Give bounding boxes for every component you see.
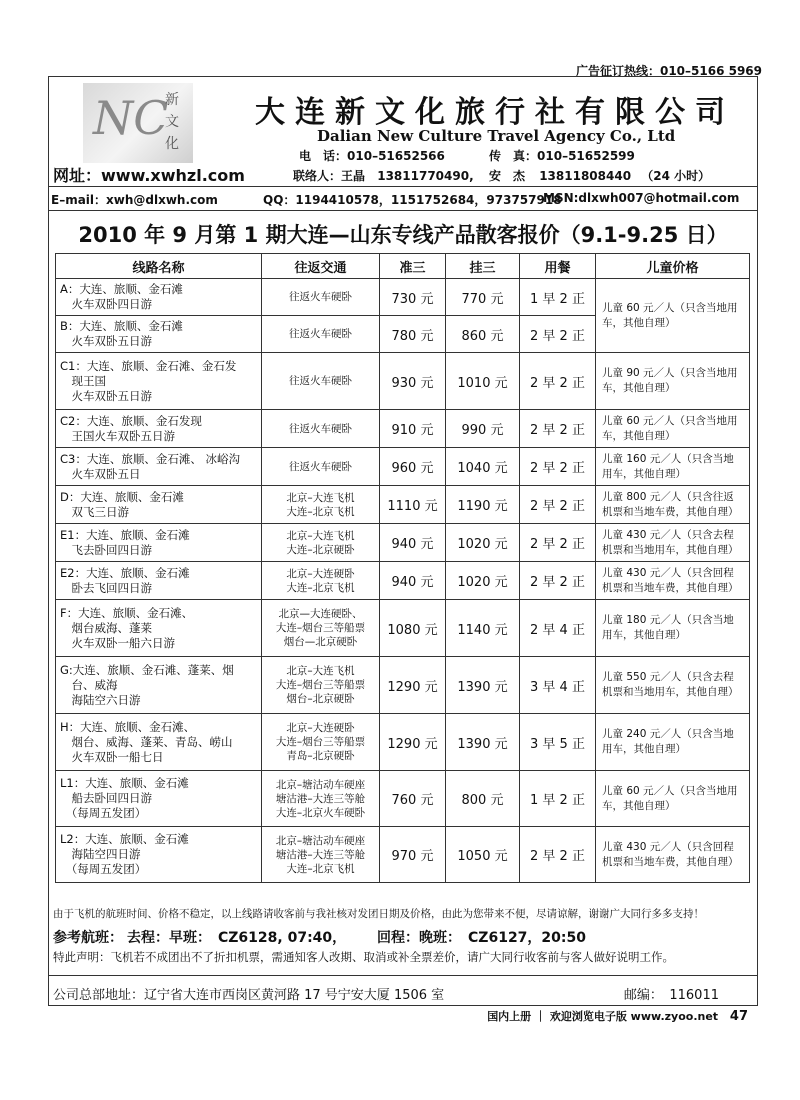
meals: 3 早 4 正 <box>520 657 596 714</box>
price-rated-3star: 1050 元 <box>446 827 520 883</box>
route-name: A：大连、旅顺、金石滩 火车双卧四日游 <box>56 279 262 316</box>
child-price: 儿童 180 元／人（只含当地用车，其他自理） <box>596 600 750 657</box>
table-row <box>56 524 750 562</box>
child-price: 儿童 60 元／人（只含当地用车，其他自理） <box>596 279 750 353</box>
qq-numbers: QQ：1194410578，1151752684，973757918 <box>263 193 562 207</box>
table-row <box>56 410 750 448</box>
transport: 北京–大连飞机 大连–北京飞机 <box>262 486 380 524</box>
transport: 往返火车硬卧 <box>262 410 380 448</box>
table-row <box>56 279 750 316</box>
price-3star: 1290 元 <box>380 657 446 714</box>
child-price: 儿童 430 元／人（只含回程机票和当地车费，其他自理） <box>596 827 750 883</box>
transport: 往返火车硬卧 <box>262 448 380 486</box>
price-3star: 730 元 <box>380 279 446 316</box>
company-logo <box>83 83 193 163</box>
route-name: L1：大连、旅顺、金石滩 船去卧回四日游 （每周五发团） <box>56 771 262 827</box>
price-3star: 1110 元 <box>380 486 446 524</box>
divider <box>49 186 757 187</box>
table-row <box>56 714 750 771</box>
meals: 2 早 2 正 <box>520 410 596 448</box>
table-row <box>56 562 750 600</box>
meals: 2 早 4 正 <box>520 600 596 657</box>
ad-hotline: 广告征订热线：010–5166 5969 <box>575 64 762 78</box>
divider <box>49 210 757 211</box>
transport: 北京–大连硬卧 大连–北京飞机 <box>262 562 380 600</box>
child-price: 儿童 160 元／人（只含当地用车，其他自理） <box>596 448 750 486</box>
transport: 北京–塘沽动车硬座 塘沽港–大连三等舱 大连–北京飞机 <box>262 827 380 883</box>
meals: 2 早 2 正 <box>520 448 596 486</box>
price-rated-3star: 1190 元 <box>446 486 520 524</box>
route-name: C2：大连、旅顺、金石发现 王国火车双卧五日游 <box>56 410 262 448</box>
table-header-row <box>56 254 750 279</box>
price-rated-3star: 1390 元 <box>446 657 520 714</box>
child-price: 儿童 430 元／人（只含回程机票和当地车费，其他自理） <box>596 562 750 600</box>
transport: 往返火车硬卧 <box>262 316 380 353</box>
footer-text: 国内上册 ｜ 欢迎浏览电子版 www.zyoo.net <box>487 1010 719 1023</box>
contact-person-1: 联络人：王晶 13811770490, <box>293 169 474 183</box>
email[interactable]: E–mail：xwh@dlxwh.com <box>51 193 218 207</box>
meals: 2 早 2 正 <box>520 486 596 524</box>
price-3star: 780 元 <box>380 316 446 353</box>
logo-chars: 新 文 化 <box>165 92 179 152</box>
price-rated-3star: 1140 元 <box>446 600 520 657</box>
price-3star: 940 元 <box>380 562 446 600</box>
price-3star: 760 元 <box>380 771 446 827</box>
route-name: E2：大连、旅顺、金石滩 卧去飞回四日游 <box>56 562 262 600</box>
meals: 2 早 2 正 <box>520 353 596 410</box>
page-number: 47 <box>729 1009 748 1024</box>
transport: 往返火车硬卧 <box>262 279 380 316</box>
transport: 北京–大连飞机 大连–烟台三等船票 烟台–北京硬卧 <box>262 657 380 714</box>
price-3star: 960 元 <box>380 448 446 486</box>
header-meals: 用餐 <box>520 254 596 279</box>
price-3star: 1080 元 <box>380 600 446 657</box>
route-price-table <box>55 253 750 883</box>
header-route: 线路名称 <box>56 254 262 279</box>
meals: 2 早 2 正 <box>520 316 596 353</box>
page-title: 2010 年 9 月第 1 期大连—山东专线产品散客报价（9.1-9.25 日） <box>78 223 728 247</box>
transport: 北京–塘沽动车硬座 塘沽港–大连三等舱 大连–北京火车硬卧 <box>262 771 380 827</box>
child-price: 儿童 90 元／人（只含当地用车，其他自理） <box>596 353 750 410</box>
transport: 北京–大连硬卧 大连–烟台三等船票 青岛–北京硬卧 <box>262 714 380 771</box>
header-child-price: 儿童价格 <box>596 254 750 279</box>
price-rated-3star: 1390 元 <box>446 714 520 771</box>
transport: 北京—大连硬卧、 大连–烟台三等船票 烟台—北京硬卧 <box>262 600 380 657</box>
price-rated-3star: 1020 元 <box>446 524 520 562</box>
price-rated-3star: 990 元 <box>446 410 520 448</box>
price-3star: 1290 元 <box>380 714 446 771</box>
price-3star: 970 元 <box>380 827 446 883</box>
table-row <box>56 486 750 524</box>
route-name: F：大连、旅顺、金石滩、 烟台威海、蓬莱 火车双卧一船六日游 <box>56 600 262 657</box>
header-price-rated-3star: 挂三 <box>446 254 520 279</box>
logo-mark: NC <box>93 91 169 145</box>
price-3star: 940 元 <box>380 524 446 562</box>
route-name: E1：大连、旅顺、金石滩 飞去卧回四日游 <box>56 524 262 562</box>
reference-flights: 参考航班： 去程：早班： CZ6128, 07:40， 回程：晚班： CZ6127，20:50 <box>53 930 586 946</box>
child-price: 儿童 240 元／人（只含当地用车，其他自理） <box>596 714 750 771</box>
table-row <box>56 827 750 883</box>
route-name: B：大连、旅顺、金石滩 火车双卧五日游 <box>56 316 262 353</box>
page-footer <box>487 1008 748 1024</box>
statement: 特此声明：飞机若不成团出不了折扣机票，需通知客人改期、取消或补全票差价，请广大同行收客前与客人做好说明工作。 <box>53 950 674 964</box>
child-price: 儿童 430 元／人（只含去程机票和当地用车，其他自理） <box>596 524 750 562</box>
child-price: 儿童 60 元／人（只含当地用车，其他自理） <box>596 410 750 448</box>
company-address: 公司总部地址：辽宁省大连市西岗区黄河路 17 号宁安大厦 1506 室 <box>53 988 445 1003</box>
table-row <box>56 448 750 486</box>
meals: 3 早 5 正 <box>520 714 596 771</box>
meals: 1 早 2 正 <box>520 771 596 827</box>
table-row <box>56 771 750 827</box>
price-rated-3star: 1040 元 <box>446 448 520 486</box>
company-name-en: Dalian New Culture Travel Agency Co., Ltd <box>317 127 676 145</box>
price-rated-3star: 800 元 <box>446 771 520 827</box>
price-notice: 由于飞机的航班时间、价格不稳定，以上线路请收客前与我社核对发团日期及价格，由此为您带来不便，尽请谅解，谢谢广大同行多多支持！ <box>53 908 704 920</box>
price-sheet <box>48 76 758 1006</box>
price-rated-3star: 1020 元 <box>446 562 520 600</box>
price-rated-3star: 1010 元 <box>446 353 520 410</box>
phone: 电 话：010–51652566 <box>299 149 445 163</box>
price-rated-3star: 860 元 <box>446 316 520 353</box>
route-name: L2：大连、旅顺、金石滩 海陆空四日游 （每周五发团） <box>56 827 262 883</box>
company-name-cn: 大连新文化旅行社有限公司 <box>255 95 735 130</box>
price-3star: 910 元 <box>380 410 446 448</box>
meals: 2 早 2 正 <box>520 562 596 600</box>
divider <box>49 975 757 976</box>
child-price: 儿童 60 元／人（只含当地用车，其他自理） <box>596 771 750 827</box>
header-price-3star: 准三 <box>380 254 446 279</box>
route-name: D：大连、旅顺、金石滩 双飞三日游 <box>56 486 262 524</box>
route-name: H：大连、旅顺、金石滩、 烟台、威海、蓬莱、青岛、崂山 火车双卧一船七日 <box>56 714 262 771</box>
meals: 1 早 2 正 <box>520 279 596 316</box>
contact-person-2: 安 杰 13811808440 （24 小时） <box>489 169 711 183</box>
postcode: 邮编： 116011 <box>623 988 719 1003</box>
header-transport: 往返交通 <box>262 254 380 279</box>
website[interactable]: 网址：www.xwhzl.com <box>53 166 245 185</box>
table-row <box>56 353 750 410</box>
child-price: 儿童 800 元／人（只含往返机票和当地车费，其他自理） <box>596 486 750 524</box>
child-price: 儿童 550 元／人（只含去程机票和当地用车，其他自理） <box>596 657 750 714</box>
table-row <box>56 657 750 714</box>
route-name: G:大连、旅顺、金石滩、蓬莱、烟 台、威海 海陆空六日游 <box>56 657 262 714</box>
msn: MSN:dlxwh007@hotmail.com <box>543 191 740 205</box>
meals: 2 早 2 正 <box>520 524 596 562</box>
price-3star: 930 元 <box>380 353 446 410</box>
route-name: C1：大连、旅顺、金石滩、金石发 现王国 火车双卧五日游 <box>56 353 262 410</box>
meals: 2 早 2 正 <box>520 827 596 883</box>
fax: 传 真：010–51652599 <box>489 149 635 163</box>
route-name: C3：大连、旅顺、金石滩、 冰峪沟 火车双卧五日 <box>56 448 262 486</box>
table-row <box>56 600 750 657</box>
transport: 往返火车硬卧 <box>262 353 380 410</box>
price-rated-3star: 770 元 <box>446 279 520 316</box>
transport: 北京–大连飞机 大连–北京硬卧 <box>262 524 380 562</box>
